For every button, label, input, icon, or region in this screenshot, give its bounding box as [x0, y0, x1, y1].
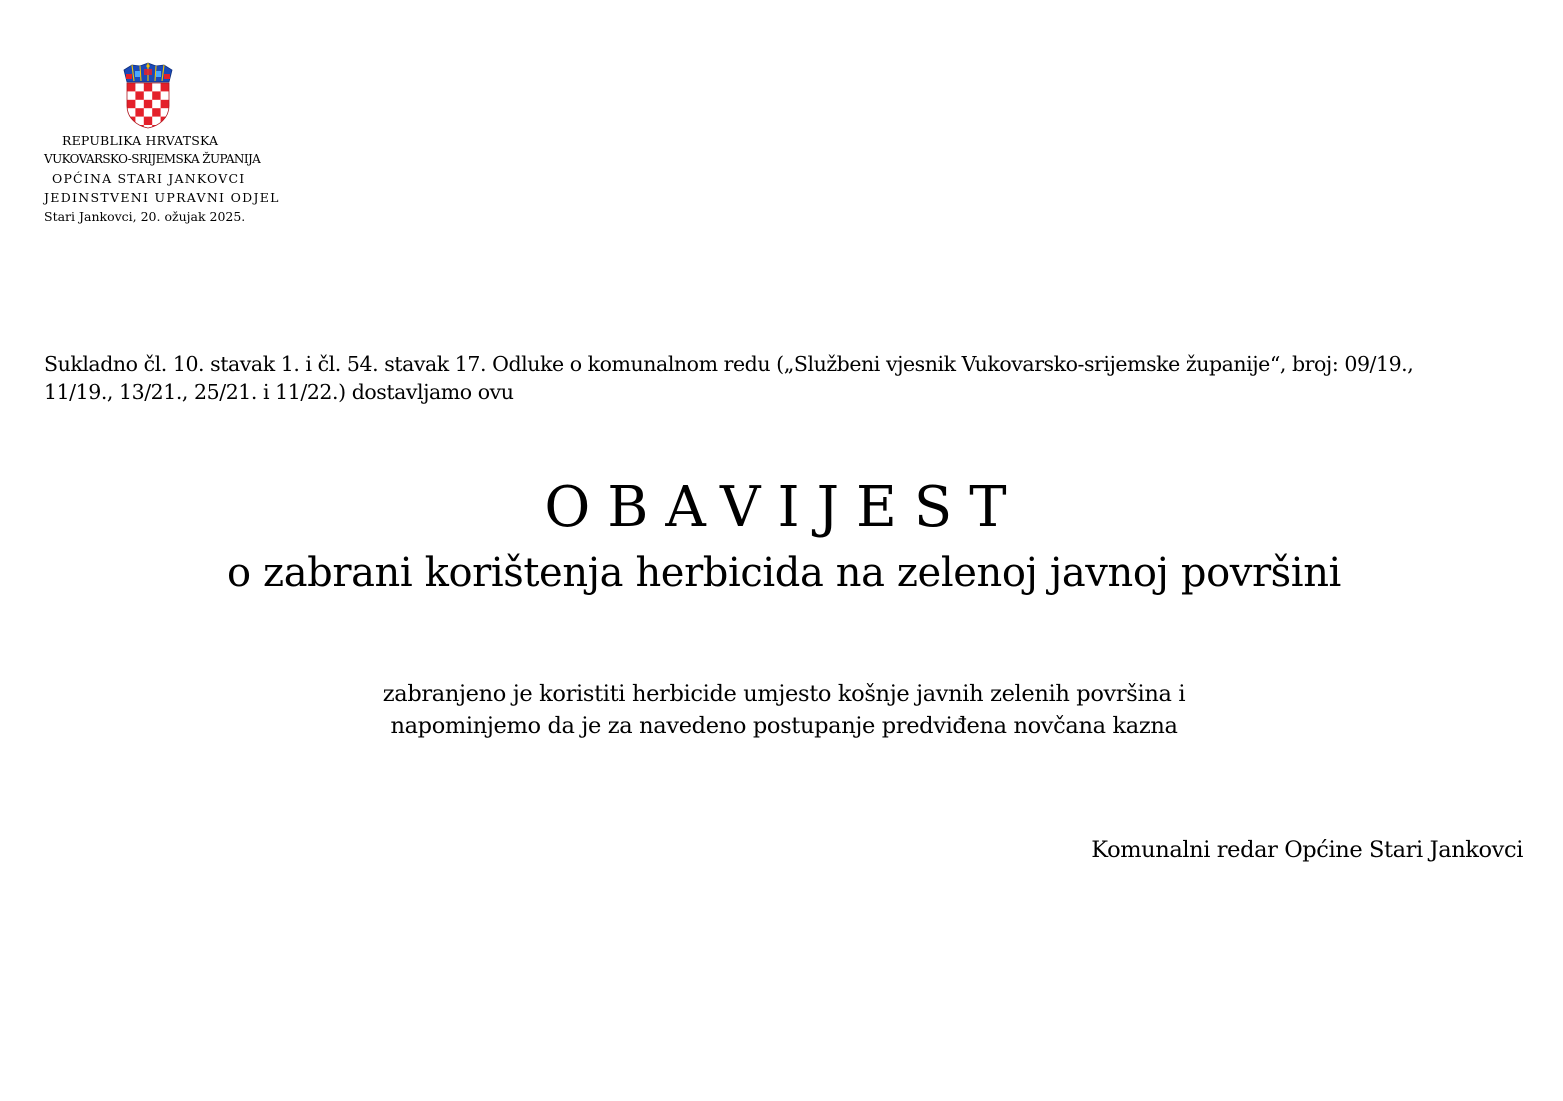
header-municipality: OPĆINA STARI JANKOVCI [52, 171, 246, 186]
header-republic: REPUBLIKA HRVATSKA [62, 133, 219, 148]
signature: Komunalni redar Općine Stari Jankovci [1091, 837, 1523, 863]
notice-body [0, 678, 1563, 742]
coat-of-arms-icon [122, 62, 174, 130]
intro-line-2: 11/19., 13/21., 25/21. i 11/22.) dostavljamo ovu [44, 380, 514, 404]
notice-line-1: zabranjeno je koristiti herbicide umjesto košnje javnih zelenih površina i [382, 681, 1186, 707]
notice-line-2: napominjemo da je za navedeno postupanje predviđena novčana kazna [390, 713, 1178, 739]
header-county: VUKOVARSKO-SRIJEMSKA ŽUPANIJA [44, 152, 261, 166]
header-place-date: Stari Jankovci, 20. ožujak 2025. [44, 209, 246, 224]
document-subtitle: o zabrani korištenja herbicida na zelenoj javnoj površini [227, 550, 1341, 596]
intro-paragraph [44, 350, 1484, 406]
intro-line-1: Sukladno čl. 10. stavak 1. i čl. 54. stavak 17. Odluke o komunalnom redu („Službeni vjesnik Vukovarsko-srijemske županije“, broj: 09/19., [44, 352, 1414, 376]
letterhead [44, 131, 304, 226]
document-title: OBAVIJEST [544, 475, 1024, 540]
header-department: JEDINSTVENI UPRAVNI ODJEL [44, 190, 280, 205]
